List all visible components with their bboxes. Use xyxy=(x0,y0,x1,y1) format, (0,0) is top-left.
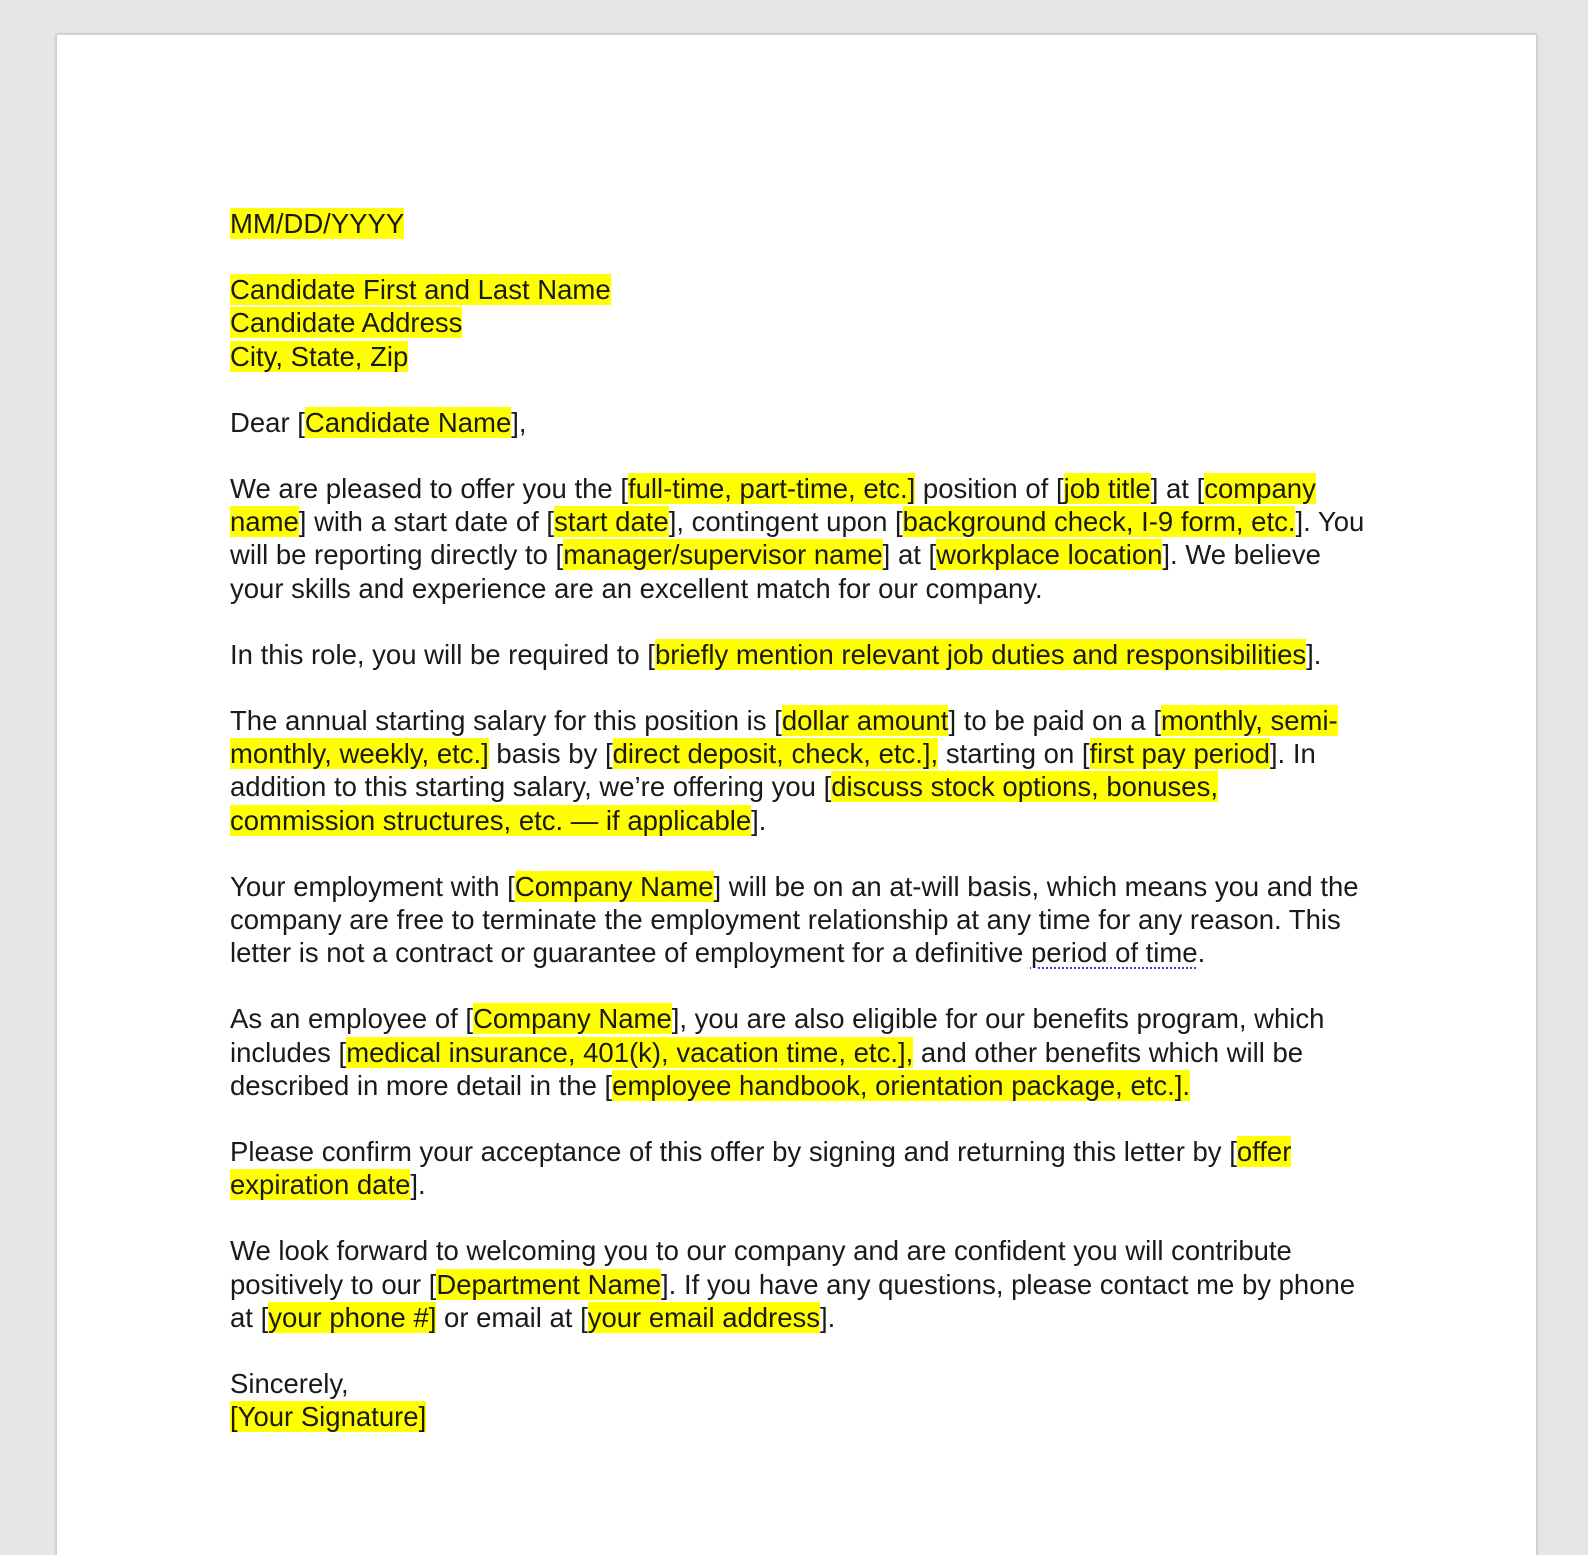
text: Your employment with [ xyxy=(230,870,515,902)
text: starting on [ xyxy=(938,738,1090,770)
text: ] will be on an at-will basis, which means you and the company are free to terminate the employment relationship at any time for any reason. This letter is not a contract or guarantee of employment for a definitive xyxy=(230,870,1359,969)
text: ]. xyxy=(820,1301,836,1333)
text: ]. xyxy=(410,1169,426,1201)
contingency-placeholder: background check, I-9 form, etc. xyxy=(902,506,1296,538)
paragraph-benefits xyxy=(230,1002,1370,1102)
text: ]. In addition to this starting salary, we’re offering you [ xyxy=(230,738,1316,803)
text: We are pleased to offer you the [ xyxy=(230,473,628,505)
greeting xyxy=(230,406,1370,439)
job-duties-placeholder: briefly mention relevant job duties and responsibilities xyxy=(654,638,1307,670)
text: ] at [ xyxy=(882,539,937,571)
paragraph-role xyxy=(230,638,1370,671)
document-page[interactable] xyxy=(56,34,1537,1555)
company-name-placeholder: Company Name xyxy=(514,870,714,902)
phone-placeholder: your phone #] xyxy=(268,1301,437,1333)
text: and other benefits which will be described in more detail in the [ xyxy=(230,1036,1304,1101)
text: ], you are also eligible for our benefits program, which includes [ xyxy=(230,1003,1325,1068)
text: ] with a start date of [ xyxy=(298,506,555,538)
first-pay-period-placeholder: first pay period xyxy=(1089,738,1270,770)
workplace-location-placeholder: workplace location xyxy=(936,539,1163,571)
address-block xyxy=(230,273,1370,373)
text: ], contingent upon [ xyxy=(668,506,903,538)
text: or email at [ xyxy=(436,1301,588,1333)
paragraph-contact xyxy=(230,1234,1370,1334)
company-name-placeholder: Company Name xyxy=(473,1003,672,1035)
letter-date xyxy=(230,207,1370,240)
paragraph-acceptance xyxy=(230,1135,1370,1201)
payment-method-placeholder: direct deposit, check, etc.], xyxy=(612,738,939,770)
greeting-name-placeholder: Candidate Name xyxy=(304,406,512,438)
grammar-flagged-text[interactable]: period of time xyxy=(1030,937,1198,969)
email-placeholder: your email address xyxy=(587,1301,821,1333)
paragraph-salary xyxy=(230,704,1370,837)
candidate-name-placeholder: Candidate First and Last Name xyxy=(230,274,611,306)
candidate-address-placeholder: Candidate Address xyxy=(230,307,463,339)
text: Please confirm your acceptance of this offer by signing and returning this letter by [ xyxy=(230,1136,1237,1168)
text: The annual starting salary for this position is [ xyxy=(230,705,782,737)
text: ]. xyxy=(1306,638,1322,670)
job-title-placeholder: job title xyxy=(1063,473,1151,505)
dollar-amount-placeholder: dollar amount xyxy=(781,705,949,737)
offer-expiration-placeholder: offer expiration date xyxy=(230,1136,1292,1201)
closing-sincerely: Sincerely, xyxy=(230,1368,349,1400)
benefits-list-placeholder: medical insurance, 401(k), vacation time, etc.], xyxy=(346,1036,914,1068)
pay-frequency-placeholder: monthly, semi-monthly, weekly, etc.] xyxy=(230,705,1338,770)
text: ]. If you have any questions, please contact me by phone at [ xyxy=(230,1268,1356,1333)
text: As an employee of [ xyxy=(230,1003,474,1035)
signature-placeholder: [Your Signature] xyxy=(230,1401,427,1433)
department-name-placeholder: Department Name xyxy=(436,1268,662,1300)
text: basis by [ xyxy=(488,738,613,770)
text: . xyxy=(1197,937,1206,969)
text: We look forward to welcoming you to our company and are confident you will contribute positively to our [ xyxy=(230,1235,1292,1300)
text: ]. You will be reporting directly to [ xyxy=(230,506,1365,571)
manager-name-placeholder: manager/supervisor name xyxy=(563,539,883,571)
city-state-zip-placeholder: City, State, Zip xyxy=(230,340,409,372)
letter-body[interactable] xyxy=(230,207,1370,1433)
start-date-placeholder: start date xyxy=(554,506,669,538)
date-placeholder: MM/DD/YYYY xyxy=(230,208,405,239)
compensation-extras-placeholder: discuss stock options, bonuses, commission structures, etc. — if applicable xyxy=(230,771,1218,836)
handbook-placeholder: employee handbook, orientation package, etc.]. xyxy=(612,1069,1191,1101)
text: position of [ xyxy=(915,473,1064,505)
text: ] to be paid on a [ xyxy=(948,705,1161,737)
paragraph-at-will xyxy=(230,870,1370,970)
text: ]. We believe your skills and experience are an excellent match for our company. xyxy=(230,539,1321,604)
company-name-placeholder: company name xyxy=(230,473,1316,538)
text: ] at [ xyxy=(1150,473,1205,505)
employment-type-placeholder: full-time, part-time, etc.] xyxy=(628,473,916,505)
greeting-prefix: Dear [ xyxy=(230,406,305,438)
greeting-suffix: ], xyxy=(511,406,527,438)
paragraph-offer xyxy=(230,472,1370,605)
closing xyxy=(230,1367,1370,1433)
text: ]. xyxy=(751,804,767,836)
text: In this role, you will be required to [ xyxy=(230,638,655,670)
